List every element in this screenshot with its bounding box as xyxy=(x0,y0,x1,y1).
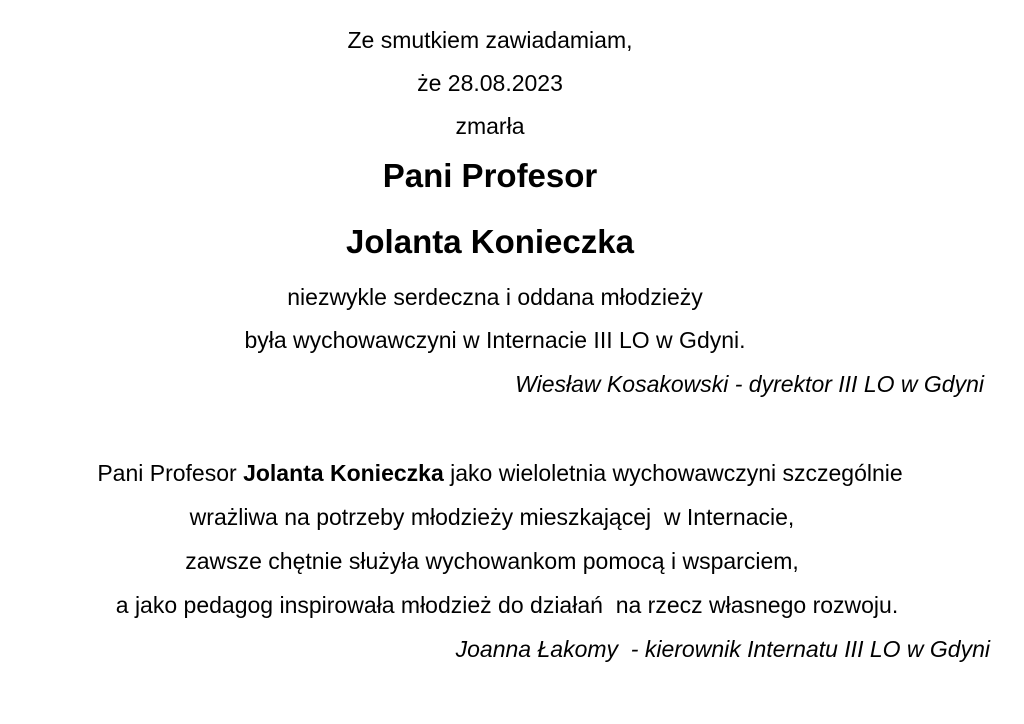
tribute2-line-1-prefix: Pani Profesor xyxy=(97,460,244,486)
intro-line-3: zmarła xyxy=(455,113,525,139)
tribute1-signature: Wiesław Kosakowski - dyrektor III LO w Gdyni xyxy=(515,371,984,397)
name-full: Jolanta Konieczka xyxy=(346,223,634,260)
tribute2-line-3: zawsze chętnie służyła wychowankom pomocą i wsparciem, xyxy=(185,548,799,574)
tribute2-line-1 xyxy=(0,459,1000,487)
name-title: Pani Profesor xyxy=(382,157,598,194)
intro-line-1: Ze smutkiem zawiadamiam, xyxy=(347,27,633,53)
tribute2-line-1-suffix: jako wieloletnia wychowawczyni szczególnie xyxy=(443,460,903,486)
tribute2-line-1-name: Jolanta Konieczka xyxy=(243,460,444,486)
tribute2-line-2: wrażliwa na potrzeby młodzieży mieszkającej w Internacie, xyxy=(189,504,795,530)
tribute1-line-1: niezwykle serdeczna i oddana młodzieży xyxy=(287,284,703,310)
tribute1-line-2: była wychowawczyni w Internacie III LO w Gdyni. xyxy=(244,327,746,353)
tribute2-signature: Joanna Łakomy - kierownik Internatu III LO w Gdyni xyxy=(455,636,990,662)
tribute2-line-4: a jako pedagog inspirowała młodzież do działań na rzecz własnego rozwoju. xyxy=(115,592,899,618)
intro-line-2: że 28.08.2023 xyxy=(417,70,563,96)
